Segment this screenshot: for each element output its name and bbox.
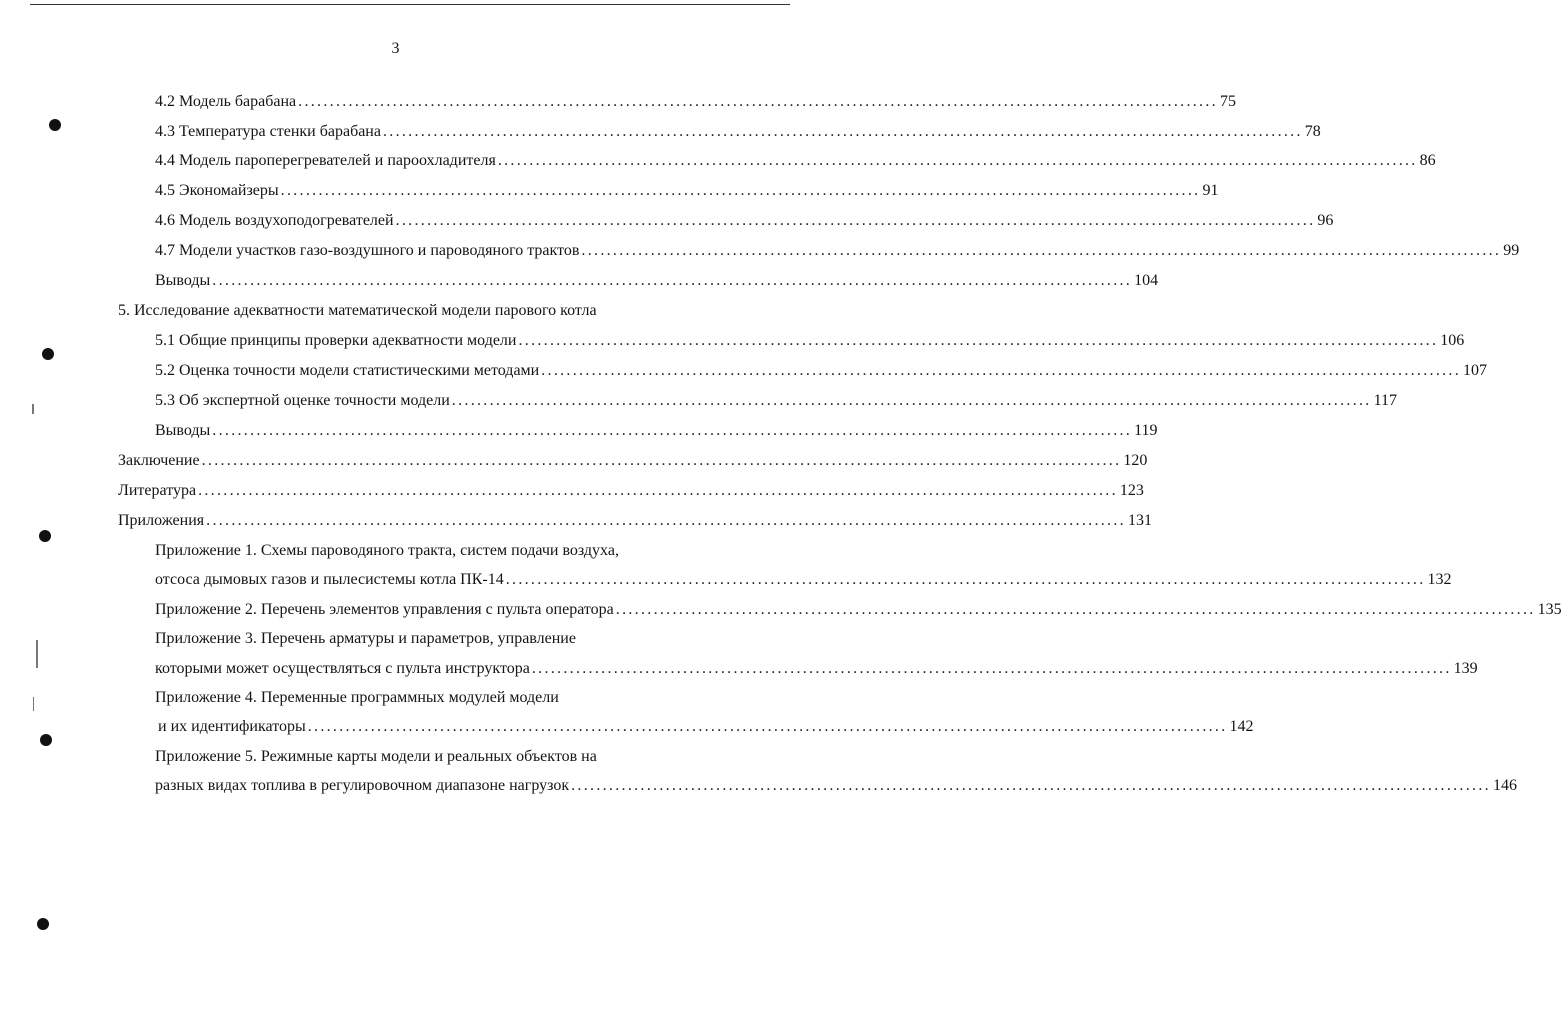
toc-appendix-title-line: Приложение 5. Режимные карты модели и реальных объектов на [155, 748, 597, 765]
toc-entry [155, 775, 1517, 797]
toc-appendix-title-line: Приложение 4. Переменные программных модулей модели [155, 689, 559, 706]
toc-entry-page: 120 [1123, 452, 1148, 469]
scan-speck [36, 640, 38, 668]
toc-entry-title: 5.1 Общие принципы проверки адекватности модели [155, 332, 517, 349]
toc-entry-title: 4.6 Модель воздухоподогревателей [155, 212, 394, 229]
binder-hole [37, 918, 49, 930]
toc-leader: .................................................................................................................................................. [451, 392, 1372, 409]
toc-entry-page: 99 [1503, 242, 1520, 259]
toc-entry-page: 78 [1304, 123, 1321, 140]
toc-leader: .................................................................................................................................................. [206, 512, 1126, 529]
page-top-rule [30, 4, 790, 5]
toc-entry-title: и их идентификаторы [158, 718, 306, 735]
toc-entry [118, 510, 1152, 532]
toc-entry-page: 139 [1453, 660, 1478, 677]
toc-entry [155, 210, 1334, 232]
toc-entry [155, 658, 1478, 680]
toc-entry [155, 150, 1436, 172]
scan-speck [33, 697, 34, 711]
binder-hole [49, 119, 61, 131]
toc-entry-page: 142 [1229, 718, 1254, 735]
binder-hole [40, 734, 52, 746]
toc-leader: .................................................................................................................................................. [298, 93, 1218, 110]
toc-entry-page: 75 [1219, 93, 1236, 110]
toc-leader: .................................................................................................................................................. [497, 152, 1418, 169]
toc-appendix-title-line: Приложение 3. Перечень арматуры и параметров, управление [155, 630, 576, 647]
toc-leader: .................................................................................................................................................. [382, 123, 1303, 140]
toc-leader: .................................................................................................................................................. [541, 362, 1462, 379]
toc-leader: .................................................................................................................................................. [531, 660, 1452, 677]
toc-entry-page: 131 [1127, 512, 1152, 529]
toc-entry-title: 5.2 Оценка точности модели статистическими методами [155, 362, 540, 379]
toc-leader: .................................................................................................................................................. [518, 332, 1439, 349]
toc-entry-title: Приложение 2. Перечень элементов управления с пульта оператора [155, 601, 614, 618]
toc-entry [118, 450, 1148, 472]
toc-leader: .................................................................................................................................................. [307, 718, 1228, 735]
toc-entry [155, 270, 1159, 292]
toc-entry-title: Литература [118, 482, 197, 499]
toc-entry [155, 91, 1236, 113]
toc-entry-title: 4.7 Модели участков газо-воздушного и пароводяного трактов [155, 242, 580, 259]
toc-entry [155, 390, 1398, 412]
toc-entry-page: 86 [1419, 152, 1436, 169]
binder-hole [39, 530, 51, 542]
toc-entry-page: 132 [1427, 571, 1452, 588]
toc-entry-page: 146 [1492, 777, 1517, 794]
toc-entry [155, 330, 1465, 352]
toc-leader: .................................................................................................................................................. [615, 601, 1536, 618]
toc-entry-title: Выводы [155, 422, 211, 439]
toc-entry-page: 96 [1317, 212, 1334, 229]
toc-leader: .................................................................................................................................................. [198, 482, 1118, 499]
toc-leader: .................................................................................................................................................. [280, 182, 1201, 199]
toc-entry-title: 4.3 Температура стенки барабана [155, 123, 381, 140]
toc-leader: .................................................................................................................................................. [581, 242, 1502, 259]
toc-entry-page: 135 [1537, 601, 1562, 618]
toc-entry [158, 716, 1254, 738]
toc-entry [118, 480, 1144, 502]
toc-entry-page: 123 [1119, 482, 1144, 499]
toc-entry-title: Заключение [118, 452, 200, 469]
toc-entry-page: 106 [1440, 332, 1465, 349]
page-number: 3 [391, 40, 400, 57]
toc-leader: .................................................................................................................................................. [212, 272, 1133, 289]
toc-leader: .................................................................................................................................................. [571, 777, 1491, 794]
toc-entry [155, 360, 1488, 382]
toc-entry-title: разных видах топлива в регулировочном диапазоне нагрузок [155, 777, 570, 794]
toc-leader: .................................................................................................................................................. [505, 571, 1426, 588]
toc-entry-page: 117 [1373, 392, 1398, 409]
toc-entry-title: которыми может осуществляться с пульта инструктора [155, 660, 530, 677]
toc-entry [155, 569, 1452, 591]
toc-entry [155, 599, 1562, 621]
toc-entry-page: 104 [1134, 272, 1159, 289]
toc-leader: .................................................................................................................................................. [201, 452, 1122, 469]
toc-entry-title: отсоса дымовых газов и пылесистемы котла ПК-14 [155, 571, 504, 588]
scan-speck [32, 404, 34, 414]
toc-section-heading: 5. Исследование адекватности математической модели парового котла [118, 302, 597, 319]
toc-leader: .................................................................................................................................................. [395, 212, 1316, 229]
toc-entry [155, 420, 1158, 442]
toc-entry-page: 107 [1463, 362, 1488, 379]
toc-entry [155, 240, 1520, 262]
toc-entry-page: 91 [1202, 182, 1219, 199]
toc-entry-title: 4.4 Модель пароперегревателей и пароохладителя [155, 152, 496, 169]
toc-entry [155, 121, 1321, 143]
toc-entry-title: 4.2 Модель барабана [155, 93, 297, 110]
binder-hole [42, 348, 54, 360]
toc-entry-title: 5.3 Об экспертной оценке точности модели [155, 392, 450, 409]
toc-appendix-title-line: Приложение 1. Схемы пароводяного тракта, систем подачи воздуха, [155, 542, 619, 559]
toc-leader: .................................................................................................................................................. [212, 422, 1133, 439]
toc-entry [155, 180, 1219, 202]
toc-entry-page: 119 [1134, 422, 1158, 439]
toc-entry-title: Приложения [118, 512, 205, 529]
toc-entry-title: Выводы [155, 272, 211, 289]
toc-entry-title: 4.5 Экономайзеры [155, 182, 279, 199]
